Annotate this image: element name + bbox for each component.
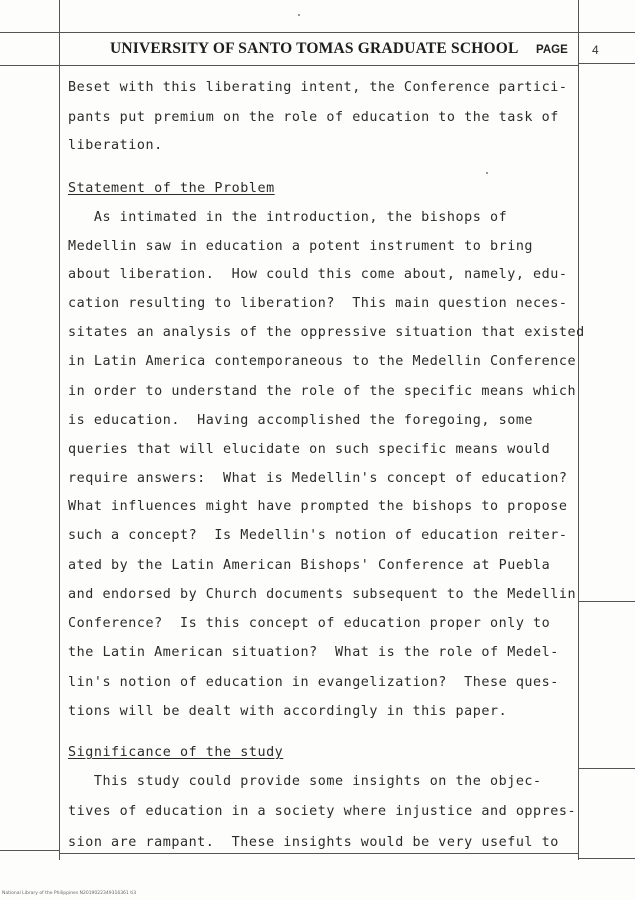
page-label: PAGE <box>536 44 568 56</box>
bottom-rule-left <box>0 850 60 851</box>
page-number: 4 <box>592 43 599 57</box>
text-line: in order to understand the role of the specific means which <box>68 384 577 399</box>
text-line: is education. Having accomplished the foregoing, some <box>68 413 534 428</box>
text-line: require answers: What is Medellin's concept of education? <box>68 471 568 486</box>
right-column-rule-3 <box>579 858 635 859</box>
left-margin-rule <box>59 0 60 860</box>
text-line: sion are rampant. These insights would be very useful to <box>68 835 559 850</box>
scan-footer: National Library of the Philippines N2019022349316361 ti3 <box>2 891 137 896</box>
text-line: tives of education in a society where injustice and oppres- <box>68 804 577 819</box>
text-line: ated by the Latin American Bishops' Conference at Puebla <box>68 558 551 573</box>
text-line: sitates an analysis of the oppressive situation that existed <box>68 325 585 340</box>
header-bottom-rule-right <box>579 63 635 64</box>
text-line: cation resulting to liberation? This main question neces- <box>68 296 568 311</box>
text-line: about liberation. How could this come about, namely, edu- <box>68 267 568 282</box>
text-line: pants put premium on the role of education to the task of <box>68 110 559 125</box>
text-line: Conference? Is this concept of education proper only to <box>68 616 551 631</box>
text-line: Beset with this liberating intent, the Conference partici- <box>68 80 568 95</box>
text-line: This study could provide some insights on the objec- <box>68 774 542 789</box>
text-line: As intimated in the introduction, the bishops of <box>68 210 508 225</box>
text-line: tions will be dealt with accordingly in this paper. <box>68 704 508 719</box>
text-line: liberation. <box>68 138 163 153</box>
right-margin-rule <box>578 0 579 860</box>
scan-speck <box>298 14 300 16</box>
right-column-rule-1 <box>579 601 635 602</box>
right-column-rule-2 <box>579 768 635 769</box>
text-line: in Latin America contemporaneous to the Medellin Conference <box>68 354 577 369</box>
scan-speck <box>486 172 488 174</box>
header-bottom-rule <box>0 65 579 66</box>
text-line: Medellin saw in education a potent instrument to bring <box>68 239 534 254</box>
section-heading-statement: Statement of the Problem <box>68 181 275 196</box>
text-line: lin's notion of education in evangelization? These ques- <box>68 675 559 690</box>
header-top-rule <box>0 32 635 33</box>
page-header-title: UNIVERSITY OF SANTO TOMAS GRADUATE SCHOOL <box>110 40 519 57</box>
section-heading-significance: Significance of the study <box>68 745 284 760</box>
text-line: What influences might have prompted the bishops to propose <box>68 499 568 514</box>
text-line: queries that will elucidate on such specific means would <box>68 442 551 457</box>
text-line: such a concept? Is Medellin's notion of education reiter- <box>68 528 568 543</box>
text-line: and endorsed by Church documents subsequent to the Medellin <box>68 587 577 602</box>
bottom-rule <box>60 853 579 854</box>
text-line: the Latin American situation? What is the role of Medel- <box>68 645 559 660</box>
